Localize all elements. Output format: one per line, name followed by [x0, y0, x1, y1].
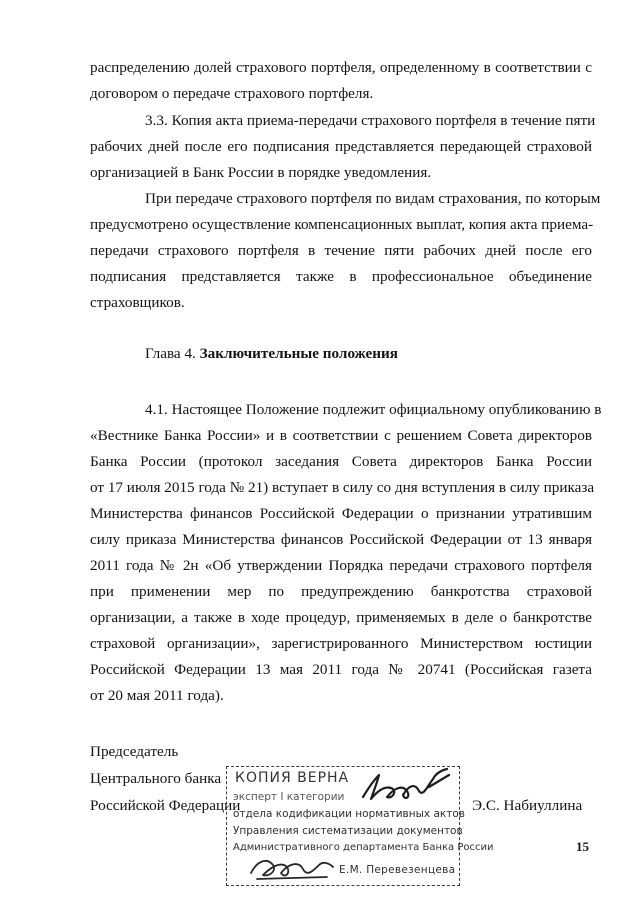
paragraph-3-line-1: При передаче страхового портфеля по видам страхования, по которым	[145, 190, 601, 207]
chairman-signature-icon	[357, 767, 457, 807]
paragraph-4-line-7: 2011 года № 2н «Об утверждении Порядка передачи страхового портфеля	[90, 557, 592, 574]
chapter-heading	[145, 344, 398, 364]
stamp-line-4: Управления систематизации документов	[233, 825, 463, 837]
stamp-line-5: Административного департамента Банка России	[233, 842, 494, 853]
paragraph-2-line-3: организацией в Банк России в порядке уведомления.	[90, 164, 432, 181]
chapter-title: Заключительные положения	[199, 345, 398, 362]
paragraph-4-line-5: Министерства финансов Российской Федерации о признании утратившим	[90, 505, 592, 522]
paragraph-4-line-11: Российской Федерации 13 мая 2011 года № 20741 (Российская газета	[90, 661, 592, 678]
paragraph-1-line-1: распределению долей страхового портфеля, определенному в соответствии с	[90, 59, 592, 76]
expert-signature-icon	[247, 851, 337, 883]
signature-title-line-1: Председатель	[90, 743, 179, 760]
paragraph-4-line-8: при применении мер по предупреждению банкротства страховой	[90, 583, 592, 600]
copy-certification-stamp	[226, 766, 494, 886]
paragraph-4-line-6: силу приказа Министерства финансов Российской Федерации от 13 января	[90, 531, 592, 548]
stamp-line-6: Е.М. Перевезенцева	[339, 864, 456, 876]
paragraph-1-line-2: договором о передаче страхового портфеля.	[90, 85, 374, 102]
paragraph-3-line-4: подписания представляется также в профессиональное объединение	[90, 268, 592, 285]
paragraph-4-line-10: страховой организации», зарегистрированного Министерством юстиции	[90, 635, 592, 652]
signatory-name: Э.С. Набиуллина	[472, 797, 583, 814]
signature-title-line-3: Российской Федерации	[90, 797, 241, 814]
paragraph-3-line-5: страховщиков.	[90, 294, 185, 311]
paragraph-4-line-1: 4.1. Настоящее Положение подлежит официальному опубликованию в	[145, 401, 602, 418]
paragraph-4-line-4: от 17 июля 2015 года № 21) вступает в силу со дня вступления в силу приказа	[90, 479, 595, 496]
paragraph-3-line-3: передачи страхового портфеля в течение пяти рабочих дней после его	[90, 242, 592, 259]
paragraph-4-line-9: организации, а также в ходе процедур, применяемых в деле о банкротстве	[90, 609, 592, 626]
paragraph-4-line-12: от 20 мая 2011 года).	[90, 687, 224, 704]
paragraph-4-line-3: Банка России (протокол заседания Совета директоров Банка России	[90, 453, 592, 470]
page-number: 15	[576, 839, 589, 854]
signature-title-line-2: Центрального банка	[90, 770, 222, 787]
paragraph-2-line-1: 3.3. Копия акта приема-передачи страхового портфеля в течение пяти	[145, 112, 596, 129]
stamp-line-1: КОПИЯ ВЕРНА	[235, 770, 350, 786]
paragraph-4-line-2: «Вестнике Банка России» и в соответствии с решением Совета директоров	[90, 427, 592, 444]
stamp-line-2: эксперт I категории	[233, 791, 345, 803]
paragraph-3-line-2: предусмотрено осуществление компенсационных выплат, копия акта приема-	[90, 216, 594, 233]
chapter-prefix: Глава 4.	[145, 345, 200, 362]
paragraph-2-line-2: рабочих дней после его подписания представляется передающей страховой	[90, 138, 592, 155]
stamp-line-3: отдела кодификации нормативных актов	[233, 808, 465, 820]
